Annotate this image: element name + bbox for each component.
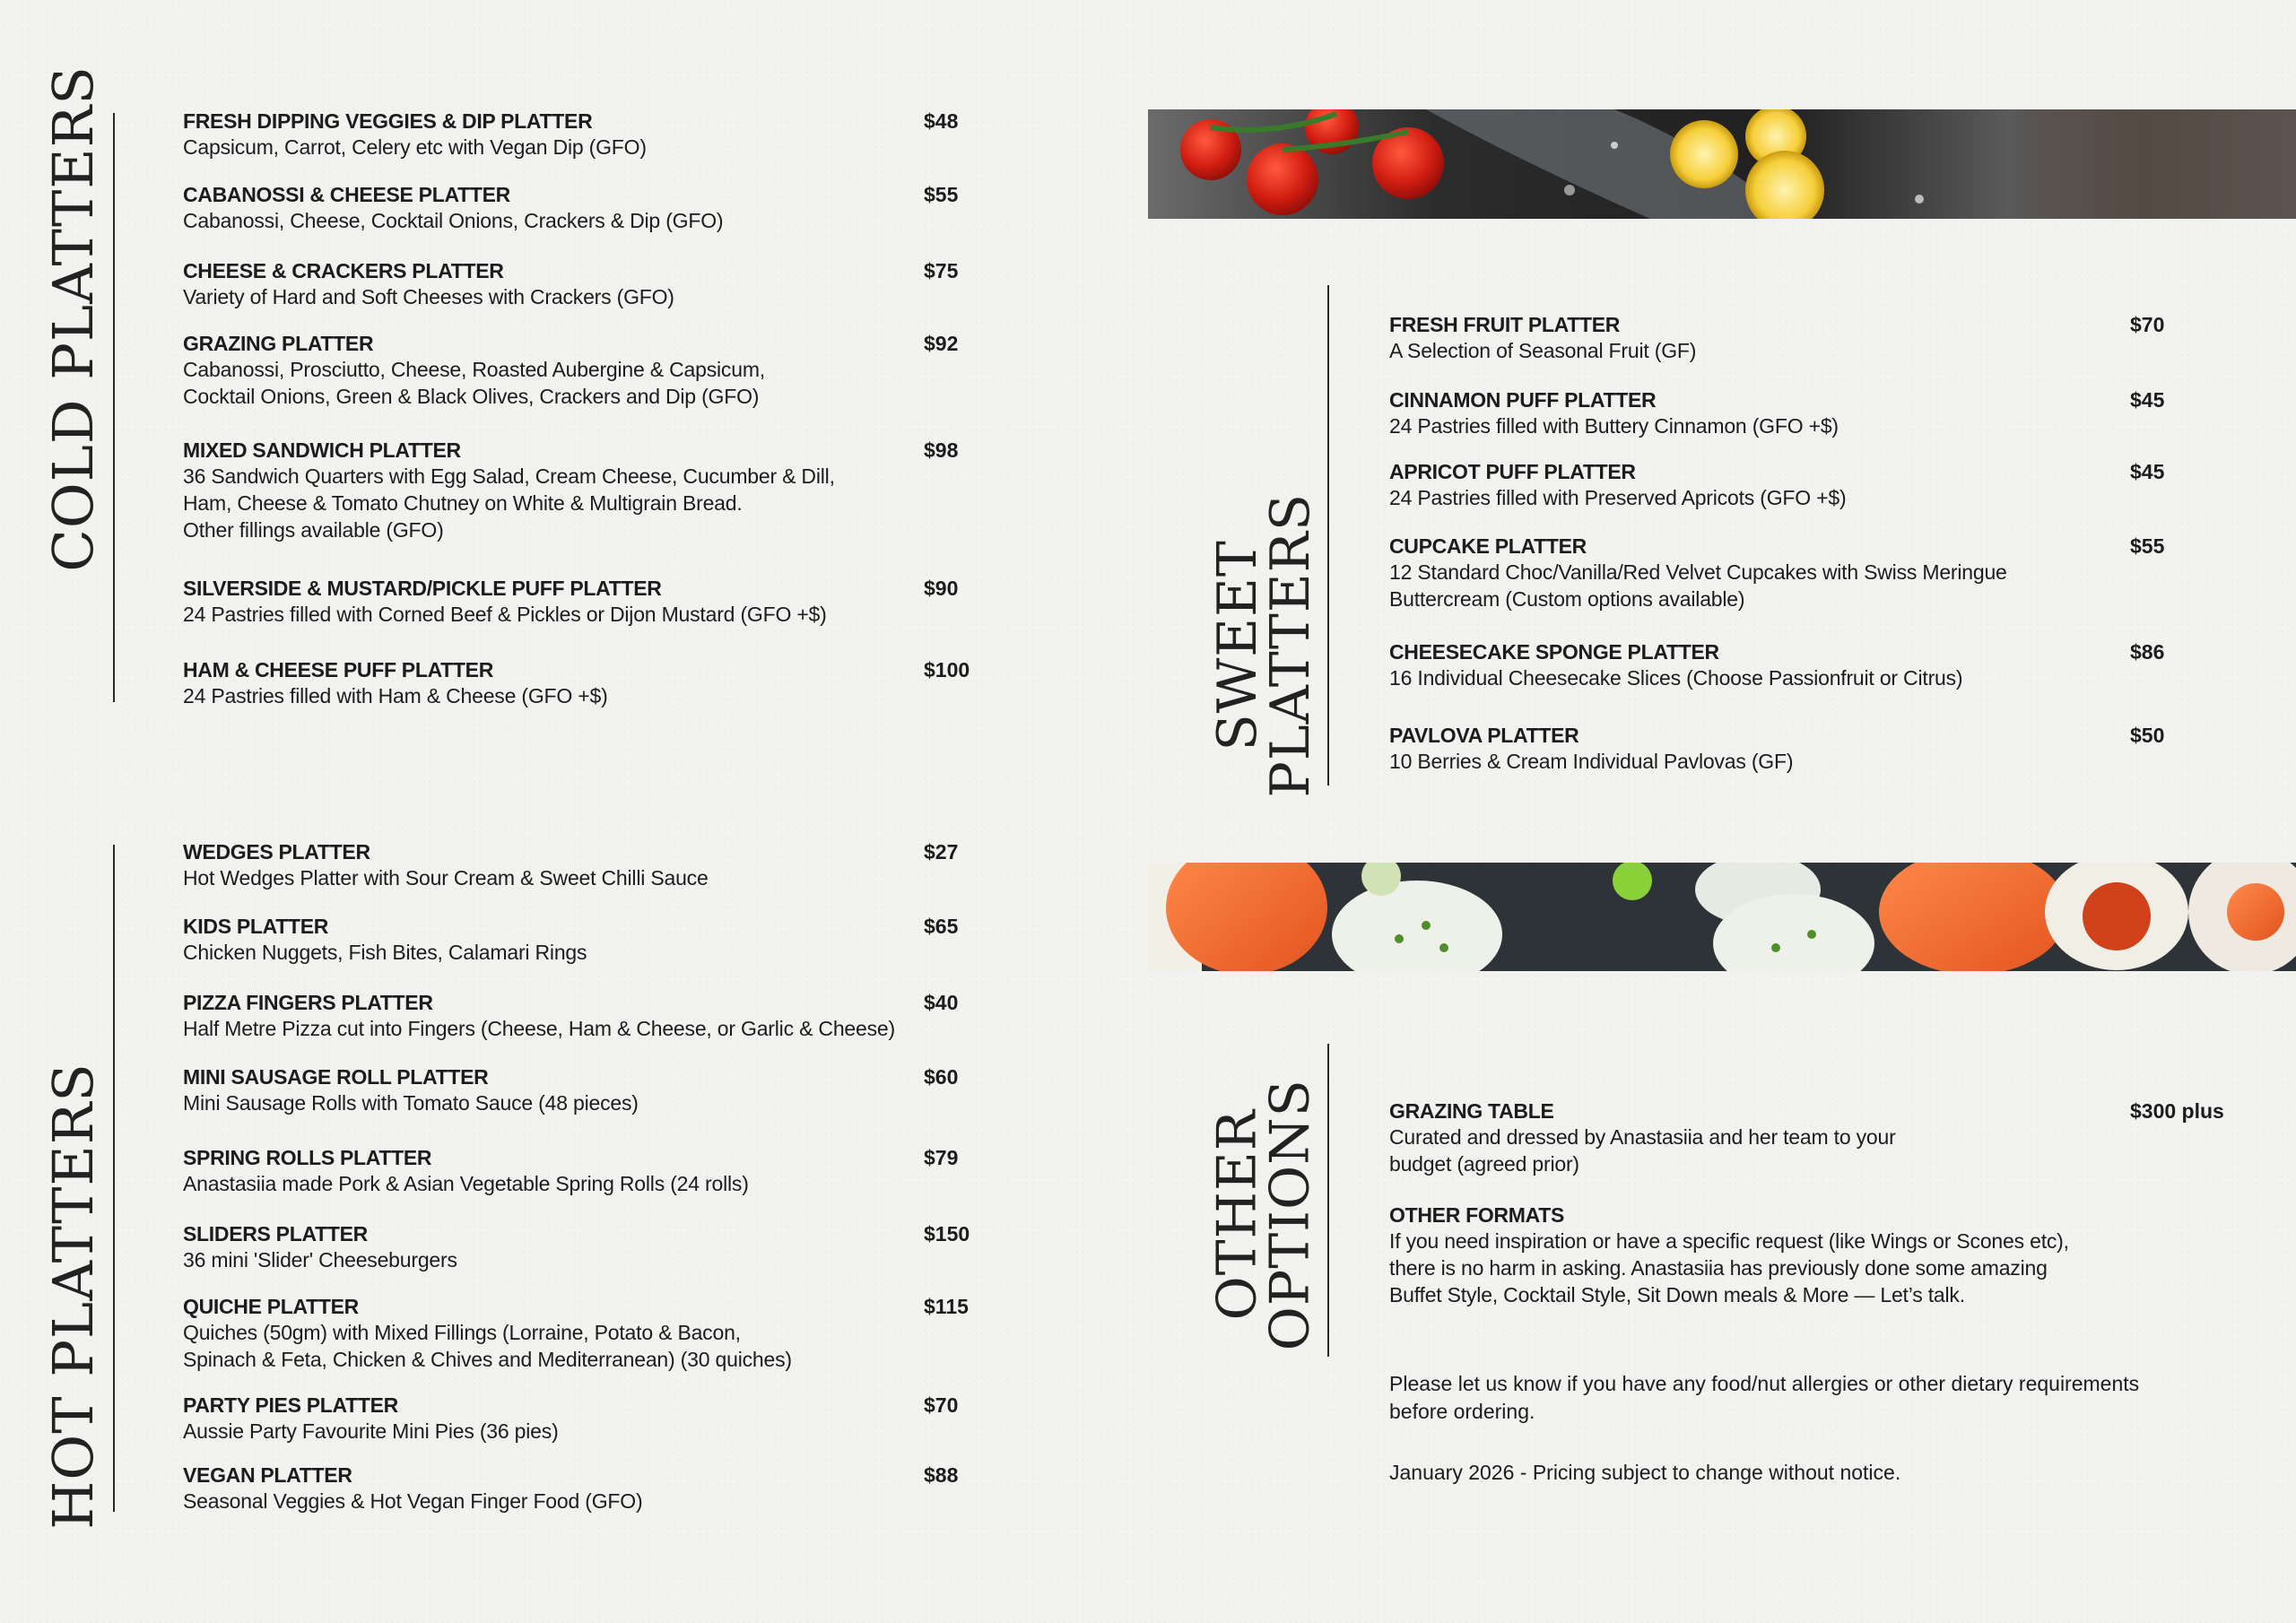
item-name: FRESH FRUIT PLATTER [1389,313,1621,336]
sweet-menu-item [1389,534,2007,612]
item-price: $300 plus [2130,1099,2224,1123]
hot-menu-item [183,990,895,1042]
sweet-platters-divider [1327,285,1329,785]
item-description: Seasonal Veggies & Hot Vegan Finger Food (GFO) [183,1489,643,1513]
item-name: HAM & CHEESE PUFF PLATTER [183,658,494,681]
item-description: 24 Pastries filled with Corned Beef & Pickles or Dijon Mustard (GFO +$) [183,603,827,626]
item-price: $40 [924,991,959,1014]
item-name: FRESH DIPPING VEGGIES & DIP PLATTER [183,109,593,133]
item-price: $88 [924,1463,959,1487]
other-title-line1: OTHER [1206,1109,1270,1321]
item-price: $70 [2130,313,2165,336]
item-description: 24 Pastries filled with Buttery Cinnamon (GFO +$) [1389,414,1839,438]
item-price: $27 [924,840,959,864]
item-price: $65 [924,915,959,938]
item-name: SLIDERS PLATTER [183,1222,368,1245]
cold-menu-item [183,182,723,234]
item-description: If you need inspiration or have a specific request (like Wings or Scones etc), there is no harm in asking. Anastasiia has previously done some amazing Buffet Style, Cocktail Style, Sit Down meals & More — Let’s talk. [1389,1229,2069,1306]
item-name: PIZZA FINGERS PLATTER [183,991,433,1014]
cold-menu-item [183,576,827,628]
item-description: Hot Wedges Platter with Sour Cream & Sweet Chilli Sauce [183,866,709,890]
item-price: $75 [924,259,959,282]
hot-menu-item [183,1145,749,1197]
item-price: $100 [924,658,970,681]
hot-menu-item [183,1462,642,1515]
item-description: Cabanossi, Prosciutto, Cheese, Roasted Aubergine & Capsicum, Cocktail Onions, Green & Black Olives, Crackers and Dip (GFO) [183,358,765,408]
sweet-menu-item [1389,312,1696,364]
item-description: Capsicum, Carrot, Celery etc with Vegan Dip (GFO) [183,135,647,159]
item-name: OTHER FORMATS [1389,1203,1564,1227]
item-description: Anastasiia made Pork & Asian Vegetable Spring Rolls (24 rolls) [183,1172,749,1195]
item-name: VEGAN PLATTER [183,1463,352,1487]
item-name: KIDS PLATTER [183,915,329,938]
cold-menu-item [183,108,647,161]
item-price: $79 [924,1146,959,1169]
item-price: $55 [2130,534,2165,558]
item-name: SILVERSIDE & MUSTARD/PICKLE PUFF PLATTER [183,577,662,600]
cold-menu-item [183,331,765,410]
hot-menu-item [183,914,587,966]
item-description: Variety of Hard and Soft Cheeses with Crackers (GFO) [183,285,674,308]
item-name: PAVLOVA PLATTER [1389,724,1579,747]
item-price: $60 [924,1065,959,1089]
item-description: Quiches (50gm) with Mixed Fillings (Lorraine, Potato & Bacon, Spinach & Feta, Chicken & Chives and Mediterranean) (30 quiches) [183,1321,792,1371]
item-price: $50 [2130,724,2165,747]
cold-menu-item [183,258,674,310]
item-price: $86 [2130,640,2165,664]
hot-platters-title: HOT PLATTERS [39,1062,106,1530]
item-name: CINNAMON PUFF PLATTER [1389,388,1657,412]
item-price: $55 [924,183,959,206]
item-description: Curated and dressed by Anastasiia and her team to your budget (agreed prior) [1389,1125,1896,1176]
item-name: PARTY PIES PLATTER [183,1393,398,1417]
other-title-line2: OPTIONS [1259,1079,1323,1351]
sweet-menu-item [1389,723,1793,775]
other-menu-item [1389,1098,1896,1177]
item-description: 36 mini 'Slider' Cheeseburgers [183,1248,457,1271]
item-price: $70 [924,1393,959,1417]
item-description: Half Metre Pizza cut into Fingers (Cheese, Ham & Cheese, or Garlic & Cheese) [183,1017,895,1040]
item-name: CUPCAKE PLATTER [1389,534,1587,558]
other-options-title [1202,1067,1327,1363]
allergy-note: Please let us know if you have any food/nut allergies or other dietary requirements before ordering. [1389,1372,2140,1423]
other-options-divider [1327,1044,1329,1357]
hot-menu-item [183,1064,639,1116]
item-price: $150 [924,1222,970,1245]
item-price: $45 [2130,388,2165,412]
item-name: GRAZING PLATTER [183,332,374,355]
sweet-title-line1: SWEET [1206,540,1270,751]
item-description: Chicken Nuggets, Fish Bites, Calamari Rings [183,941,587,964]
cold-menu-item [183,438,835,543]
item-name: MIXED SANDWICH PLATTER [183,438,461,462]
item-name: QUICHE PLATTER [183,1295,359,1318]
item-description: 36 Sandwich Quarters with Egg Salad, Cream Cheese, Cucumber & Dill, Ham, Cheese & Tomato Chutney on White & Multigrain Bread. Other fillings available (GFO) [183,464,835,542]
item-name: MINI SAUSAGE ROLL PLATTER [183,1065,489,1089]
food-photo-tomatoes-lemon [1148,109,2296,219]
cold-platters-title: COLD PLATTERS [39,65,106,572]
hot-menu-item [183,1221,457,1273]
item-price: $92 [924,332,959,355]
item-description: Mini Sausage Rolls with Tomato Sauce (48 pieces) [183,1091,639,1115]
hot-menu-item [183,1294,792,1373]
item-description: Aussie Party Favourite Mini Pies (36 pies) [183,1419,559,1443]
sweet-title-line2: PLATTERS [1259,493,1322,798]
sweet-platters-title [1202,493,1327,798]
item-name: APRICOT PUFF PLATTER [1389,460,1636,483]
item-description: 16 Individual Cheesecake Slices (Choose Passionfruit or Citrus) [1389,666,1963,690]
item-name: CHEESECAKE SPONGE PLATTER [1389,640,1719,664]
item-description: 24 Pastries filled with Ham & Cheese (GFO +$) [183,684,608,707]
pricing-note: January 2026 - Pricing subject to change without notice. [1389,1461,1901,1484]
sweet-menu-item [1389,459,1846,511]
middle-banner-image [1148,863,2296,971]
top-banner-image [1148,109,2296,219]
item-name: CABANOSSI & CHEESE PLATTER [183,183,510,206]
item-name: SPRING ROLLS PLATTER [183,1146,432,1169]
item-description: A Selection of Seasonal Fruit (GF) [1389,339,1697,362]
item-name: WEDGES PLATTER [183,840,370,864]
item-name: CHEESE & CRACKERS PLATTER [183,259,504,282]
hot-menu-item [183,839,709,891]
item-description: Cabanossi, Cheese, Cocktail Onions, Crackers & Dip (GFO) [183,209,724,232]
item-price: $98 [924,438,959,462]
item-description: 24 Pastries filled with Preserved Apricots (GFO +$) [1389,486,1847,509]
other-menu-item [1389,1202,2069,1308]
cold-platters-divider [113,113,115,702]
item-price: $115 [924,1295,969,1318]
item-price: $90 [924,577,959,600]
sweet-menu-item [1389,639,1962,691]
item-description: 10 Berries & Cream Individual Pavlovas (GF) [1389,750,1794,773]
cold-menu-item [183,657,608,709]
item-name: GRAZING TABLE [1389,1099,1554,1123]
sweet-menu-item [1389,387,1839,439]
item-price: $45 [2130,460,2165,483]
hot-menu-item [183,1393,559,1445]
item-description: 12 Standard Choc/Vanilla/Red Velvet Cupcakes with Swiss Meringue Buttercream (Custom options available) [1389,560,2007,611]
item-price: $48 [924,109,959,133]
hot-platters-divider [113,845,115,1512]
food-photo-sushi [1148,863,2296,971]
